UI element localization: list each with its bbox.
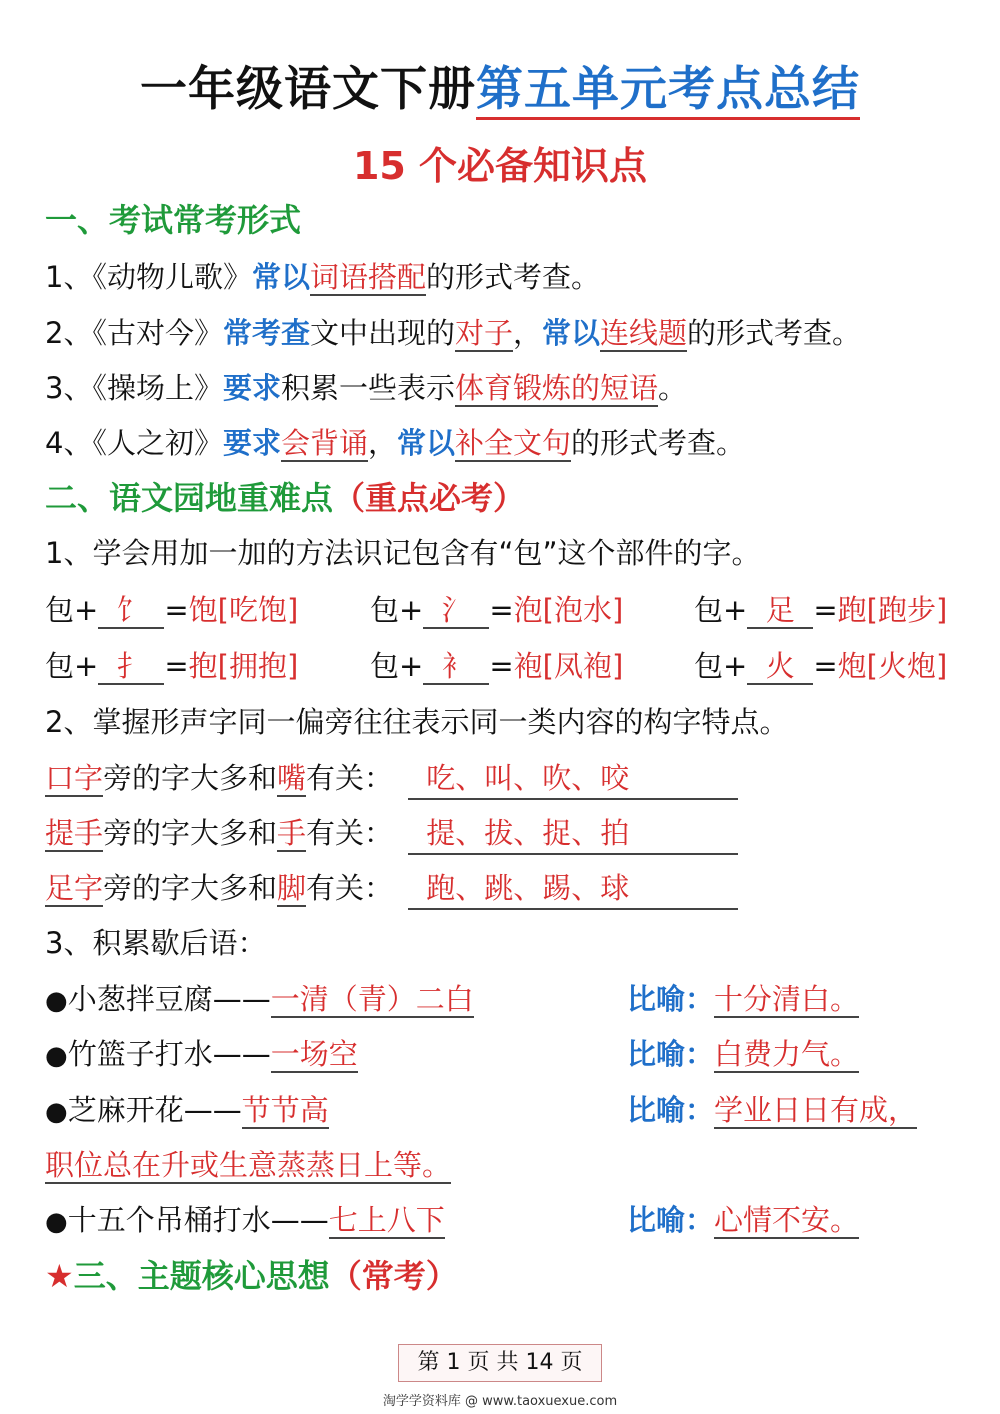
section-1-heading: 一、考试常考形式: [45, 201, 302, 239]
simile-3: [627, 1090, 917, 1130]
sec1-item-2: [45, 313, 861, 353]
simile-text: 学业日日有成，: [714, 1093, 918, 1127]
body-part: 脚: [277, 871, 307, 905]
xiehou-3: [45, 1090, 329, 1132]
section-3-heading: [45, 1256, 458, 1296]
simile-text: 心情不安。: [714, 1203, 860, 1237]
xiehou-4: [45, 1200, 445, 1242]
word-bracket: [火炮]: [866, 649, 948, 683]
radical-answer: 跑、跳、踢、球: [408, 868, 738, 910]
radical-blank: 扌: [98, 649, 164, 685]
xiehou-question: 小葱拌豆腐: [67, 982, 213, 1016]
bao-item-1: [45, 590, 298, 630]
bao-word: 跑步: [877, 593, 936, 627]
source-watermark: 淘学学资料库 @ www.taoxuexue.com: [382, 1394, 618, 1409]
bao-char: 袍: [513, 649, 543, 683]
page-title: [0, 52, 1000, 119]
bao-item-3: [694, 590, 947, 630]
bao-char: 饱: [188, 593, 218, 627]
simile-text: 白费力气。: [714, 1037, 860, 1071]
bao-word: 泡水: [553, 593, 612, 627]
item-text: 的形式考查。: [571, 426, 746, 460]
radical-answer: 吃、叫、吹、咬: [408, 758, 738, 800]
bao-char: 炮: [837, 649, 867, 683]
word-bracket: [跑步]: [866, 593, 948, 627]
radical-blank: 氵: [423, 593, 489, 629]
sec1-item-4: [45, 423, 745, 463]
word-bracket: [凤袍]: [542, 649, 624, 683]
heading-text: 三、主题核心思想: [73, 1257, 330, 1295]
sec2-point-1: 1、学会用加一加的方法识记包含有“包”这个部件的字。: [45, 536, 761, 570]
simile-2: [627, 1034, 859, 1074]
word-bracket: [拥抱]: [217, 649, 299, 683]
word-bracket: [吃饱]: [217, 593, 299, 627]
bullet-icon: ●: [45, 1207, 68, 1237]
answer: 词语搭配: [309, 260, 426, 294]
heading-emphasis: （重点必考）: [333, 479, 526, 517]
bao-word: 吃饱: [228, 593, 287, 627]
star-icon: ★: [45, 1257, 74, 1295]
radical-name: 口字: [45, 761, 104, 795]
row-text: 旁的字大多和: [103, 871, 278, 905]
bao-word: 火炮: [877, 649, 936, 683]
item-text: 文中出现的: [309, 316, 455, 350]
equals-sign: =: [489, 649, 514, 683]
bao-item-6: [694, 646, 947, 686]
simile-text: 十分清白。: [714, 982, 860, 1016]
row-text: 有关：: [306, 816, 394, 850]
dash: ——: [212, 982, 271, 1016]
xiehou-answer: 一清（青）二白: [270, 982, 474, 1016]
xiehou-question: 竹篮子打水: [67, 1037, 213, 1071]
simile-label: 比喻：: [627, 1203, 715, 1237]
page-subtitle: 15 个必备知识点: [352, 144, 648, 188]
item-text: 3、《操场上》: [45, 371, 223, 405]
equals-sign: =: [813, 593, 838, 627]
keyword: 要求: [222, 371, 281, 405]
keyword: 要求: [222, 426, 281, 460]
title-part-2: 第五单元考点总结: [476, 62, 860, 120]
bao-item-5: [370, 646, 623, 686]
row-text: 有关：: [306, 761, 394, 795]
row-text: 旁的字大多和: [103, 761, 278, 795]
radical-blank: 火: [747, 649, 813, 685]
item-text: 积累一些表示: [280, 371, 455, 405]
dash: ——: [270, 1203, 329, 1237]
equals-sign: =: [164, 593, 189, 627]
answer: 体育锻炼的短语: [454, 371, 658, 405]
heading-text: 二、语文园地重难点: [45, 479, 334, 517]
xiehou-answer: 七上八下: [328, 1203, 445, 1237]
radical-blank: 足: [747, 593, 813, 629]
item-text: 。: [658, 371, 688, 405]
bao-prefix: 包+: [45, 649, 99, 683]
answer: 补全文句: [455, 426, 572, 460]
item-text: ，: [367, 426, 397, 460]
word-bracket: [泡水]: [542, 593, 624, 627]
sec1-item-3: [45, 368, 687, 408]
bao-prefix: 包+: [370, 649, 424, 683]
sec2-point-2: 2、掌握形声字同一偏旁往往表示同一类内容的构字特点。: [45, 705, 789, 739]
xiehou-question: 芝麻开花: [67, 1093, 184, 1127]
bao-item-4: [45, 646, 298, 686]
radical-row-1: [45, 758, 738, 800]
section-2-heading: [45, 478, 525, 518]
bullet-icon: ●: [45, 1041, 68, 1071]
bullet-icon: ●: [45, 986, 68, 1016]
row-text: 有关：: [306, 871, 394, 905]
equals-sign: =: [164, 649, 189, 683]
answer: 会背诵: [280, 426, 368, 460]
radical-blank: 饣: [98, 593, 164, 629]
keyword: 常考查: [222, 316, 310, 350]
radical-row-2: [45, 813, 738, 855]
bao-char: 抱: [188, 649, 218, 683]
bao-char: 跑: [837, 593, 867, 627]
sec1-item-1: [45, 257, 600, 297]
item-text: 4、《人之初》: [45, 426, 223, 460]
item-text: 2、《古对今》: [45, 316, 223, 350]
radical-name: 提手: [45, 816, 104, 850]
sec2-point-3: 3、积累歇后语：: [45, 926, 267, 960]
item-text: ，: [513, 316, 543, 350]
page-number: 第 1 页 共 14 页: [398, 1344, 602, 1382]
answer: 对子: [454, 316, 513, 350]
bao-word: 凤袍: [553, 649, 612, 683]
answer: 连线题: [600, 316, 688, 350]
bao-char: 泡: [513, 593, 543, 627]
bullet-icon: ●: [45, 1097, 68, 1127]
simile-3-continued: [45, 1145, 451, 1185]
item-text: 的形式考查。: [425, 260, 600, 294]
keyword: 常以: [397, 426, 456, 460]
xiehou-question: 十五个吊桶打水: [67, 1203, 271, 1237]
xiehou-answer: 节节高: [241, 1093, 329, 1127]
bao-word: 拥抱: [228, 649, 287, 683]
radical-name: 足字: [45, 871, 104, 905]
dash: ——: [212, 1037, 271, 1071]
xiehou-2: [45, 1034, 358, 1076]
bao-prefix: 包+: [694, 649, 748, 683]
row-text: 旁的字大多和: [103, 816, 278, 850]
xiehou-answer: 一场空: [270, 1037, 358, 1071]
simile-text-continued: 职位总在升或生意蒸蒸日上等。: [45, 1148, 452, 1182]
keyword: 常以: [542, 316, 601, 350]
item-text: 的形式考查。: [687, 316, 862, 350]
bao-prefix: 包+: [370, 593, 424, 627]
radical-row-3: [45, 868, 738, 910]
radical-answer: 提、拔、捉、拍: [408, 813, 738, 855]
simile-4: [627, 1200, 859, 1240]
bao-prefix: 包+: [45, 593, 99, 627]
equals-sign: =: [489, 593, 514, 627]
simile-label: 比喻：: [627, 982, 715, 1016]
radical-blank: 衤: [423, 649, 489, 685]
xiehou-1: [45, 979, 474, 1021]
body-part: 嘴: [277, 761, 307, 795]
body-part: 手: [277, 816, 307, 850]
item-text: 1、《动物儿歌》: [45, 260, 252, 294]
bao-prefix: 包+: [694, 593, 748, 627]
bao-item-2: [370, 590, 623, 630]
title-part-1: 一年级语文下册: [140, 62, 476, 117]
equals-sign: =: [813, 649, 838, 683]
simile-1: [627, 979, 859, 1019]
dash: ——: [183, 1093, 242, 1127]
simile-label: 比喻：: [627, 1093, 715, 1127]
heading-emphasis: （常考）: [329, 1257, 458, 1295]
keyword: 常以: [251, 260, 310, 294]
simile-label: 比喻：: [627, 1037, 715, 1071]
